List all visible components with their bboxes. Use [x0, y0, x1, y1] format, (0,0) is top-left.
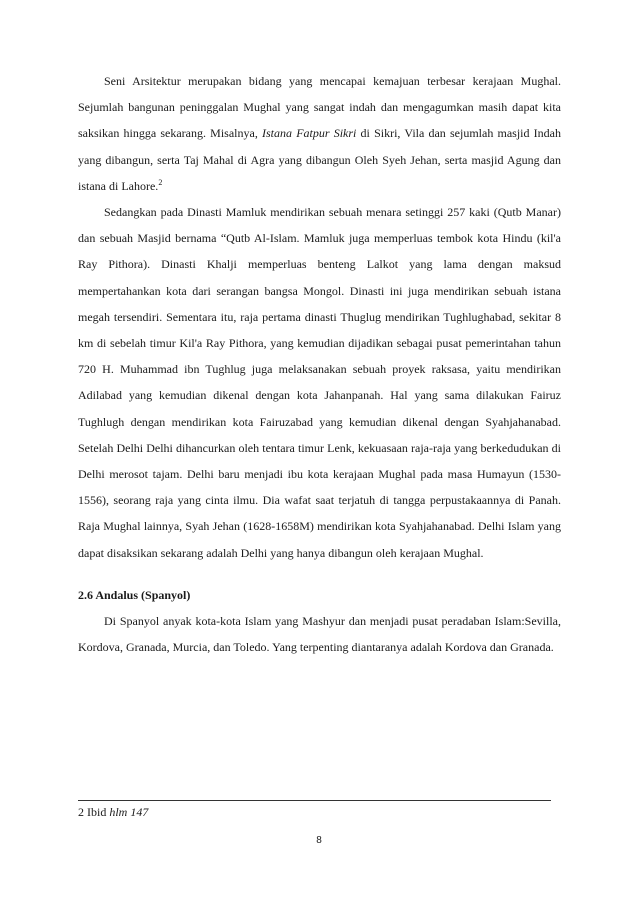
- paragraph-text: Seni Arsitektur merupakan bidang yang mencapai kemajuan terbesar kerajaan Mughal. Sejumlah bangunan peninggalan Mughal yang sangat indah dan mengagumkan masih dapat kita saksikan hingga sekarang. Misalnya,: [78, 74, 561, 141]
- footnote-page-ref: hlm 147: [109, 805, 149, 819]
- footnote-text: Ibid: [87, 805, 107, 819]
- footnote-divider: [78, 800, 551, 801]
- paragraph-delhi-dynasties: Sedangkan pada Dinasti Mamluk mendirikan sebuah menara setinggi 257 kaki (Qutb Manar) dan sebuah Masjid bernama “Qutb Al-Islam. Mamluk juga memperluas tembok kota Hindu (kil'a Ray Pithora). Dinasti Khalji memperluas benteng Lalkot yang lama dengan maksud mempertahankan kota dari serangan bangsa Mongol. Dinasti ini juga mendirikan sebuah istana megah tersendiri. Sementara itu, raja pertama dinasti Thuglug mendirikan Tughlughabad, sekitar 8 km di sebelah timur Kil'a Ray Pithora, yang kemudian dijadikan sebagai pusat pemerintahan tahun 720 H. Muhammad ibn Tughlug juga melaksanakan sebuah proyek raksasa, yaitu mendirikan Adilabad yang kemudian dikenal dengan kota Jahanpanah. Hal yang sama dilakukan Fairuz Tughlugh dengan mendirikan kota Fairuzabad yang kemudian dikenal dengan Syahjahanabad. Setelah Delhi Delhi dihancurkan oleh tentara timur Lenk, kekuasaan raja-raja yang berkedudukan di Delhi merosot tajam. Delhi baru menjadi ibu kota kerajaan Mughal pada masa Humayun (1530-1556), seorang raja yang cinta ilmu. Dia wafat saat terjatuh di tangga perpustakaannya di Panah. Raja Mughal lainnya, Syah Jehan (1628-1658M) mendirikan kota Syahjahanabad. Delhi Islam yang dapat disaksikan sekarang adalah Delhi yang hanya dibangun oleh kerajaan Mughal.: [78, 205, 561, 560]
- paragraph-text: di Sikri, Vila dan sejumlah masjid Indah yang dibangun, serta Taj Mahal di Agra yang dibangun Oleh Syeh Jehan, serta masjid Agung dan istana di Lahore.: [78, 126, 561, 193]
- paragraph-mughal-architecture: [78, 68, 561, 199]
- page-number: 8: [316, 835, 322, 846]
- body-text: [78, 68, 561, 660]
- footnote-number: 2: [78, 805, 84, 819]
- footnote-reference[interactable]: 2: [158, 177, 163, 187]
- section-heading: 2.6 Andalus (Spanyol): [78, 587, 191, 602]
- footnote: [78, 804, 148, 820]
- italic-term: Istana Fatpur Sikri: [262, 126, 357, 141]
- paragraph-andalus: Di Spanyol anyak kota-kota Islam yang Mashyur dan menjadi pusat peradaban Islam:Sevilla, Kordova, Granada, Murcia, dan Toledo. Yang terpenting diantaranya adalah Kordova dan Granada.: [78, 614, 561, 655]
